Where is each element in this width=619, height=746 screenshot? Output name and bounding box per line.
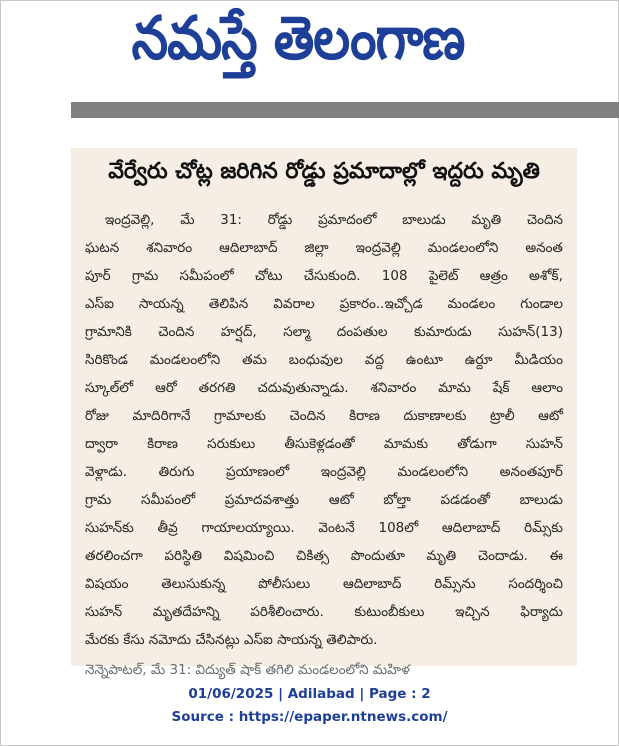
- article-line: ఇంద్రవెల్లి, మే 31: రోడ్డు ప్రమాదంలో బాలుడు మృతి చెందిన: [105, 212, 563, 228]
- article-line: ఎస్ఐ సాయన్న తెలిపిన వివరాల ప్రకారం..ఇచ్చోడ మండలం గుండాల: [85, 296, 563, 312]
- article-line: సుహన్‌కు తీవ్ర గాయాలయ్యాయి. వెంటనే 108లో ఆదిలాబాద్ రిమ్స్‌కు: [85, 520, 563, 536]
- newspaper-masthead: [88, 6, 508, 86]
- article-line: రోజు మాదిరిగానే గ్రామాలకు చెందిన కిరాణ దుకాణాలకు ట్రాలీ ఆటో: [85, 408, 563, 424]
- news-clipping: [71, 148, 577, 678]
- article-line: ద్వారా కిరాణ సరుకులు తీసుకెళ్లడంతో మామకు తోడుగా సుహన్: [85, 436, 563, 452]
- article-line: సుహన్ మృతదేహన్ని పరిశీలించారు. కుటుంబీకులు ఇచ్చిన ఫిర్యాదు: [85, 604, 563, 620]
- article-line: స్కూల్‌లో ఆరో తరగతి చదువుతున్నాడు. శనివారం మామ షేక్ ఆలాం: [85, 380, 563, 396]
- article-line: మేరకు కేసు నమోదు చేసినట్లు ఎస్ఐ సాయన్న తెలిపారు.: [85, 632, 378, 648]
- article-line: విషయం తెలుసుకున్న పోలీసులు ఆదిలాబాద్ రిమ్స్‌ను సందర్శించి: [85, 576, 563, 592]
- article-line: వెళ్లాడు. తిరుగు ప్రయాణంలో ఇంద్రవెల్లి మండలంలోని అనంతపూర్: [85, 464, 563, 480]
- article-cut-line: నెన్నెపాటల్, మే 31: విద్యుత్ షాక్ తగిలి మండలంలోని మహిళ: [85, 662, 410, 678]
- masthead-title: నమస్తే తెలంగాణ: [131, 4, 465, 74]
- article-line: తరలించగా పరిస్థితి విషమించి చికిత్స పొందుతూ మృతి చెందాడు. ఈ: [85, 548, 563, 564]
- masthead-divider-bar: [71, 102, 619, 118]
- edition-date-line: 01/06/2025 | Adilabad | Page : 2: [188, 686, 431, 702]
- source-url-line: Source : https://epaper.ntnews.com/: [171, 709, 448, 725]
- article-line: సిరికొండ మండలంలోని తమ బంధువుల వద్ద ఉంటూ ఉర్దూ మీడియం: [85, 352, 563, 368]
- article-line: గ్రామానికి చెందిన హర్షద్, సల్మా దంపతుల కుమారుడు సుహన్(13): [85, 324, 563, 340]
- article-line: ఘటన శనివారం ఆదిలాబాద్ జిల్లా ఇంద్రవెల్లి మండలంలోని అనంత: [85, 240, 563, 256]
- article-line: గ్రామ సమీపంలో ప్రమాదవశాత్తు ఆటో బోల్తా పడడంతో బాలుడు: [85, 492, 563, 508]
- article-line: పూర్ గ్రామ సమీపంలో చోటు చేసుకుంది. 108 పైలెట్ ఆత్రం అశోక్,: [85, 268, 563, 284]
- article-headline: వేర్వేరు చోట్ల జరిగిన రోడ్డు ప్రమాదాల్లో ఇద్దరు మృతి: [108, 159, 540, 184]
